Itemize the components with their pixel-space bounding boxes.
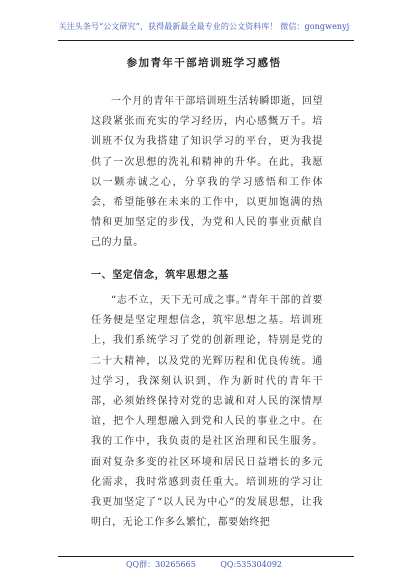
footer-divider — [58, 556, 354, 557]
section-heading: 一、坚定信念，筑牢思想之基 — [91, 270, 229, 281]
paragraph-section-1: “志不立，天下无可成之事。”青年干部的首要任务便是坚定理想信念，筑牢思想之基。培训班上，我们系统学习了党的创新理论，特别是党的二十大精神，以及党的光辉历程和优良传统。通过学习，我深刻认识到，作为新时代的青年干部，必须始终保持对党的忠诚和对人民的深情厚谊，把个人理想融入到党和人民的事业之中。在我的工作中，我负责的是社区治理和民生服务。面对复杂多变的社区环境和居民日益增长的多元化需求，我时常感到责任重大。培训班的学习让我更加坚定了“以人民为中心”的发展思想，让我明白，无论工作多么繁忙，都要始终把 — [91, 295, 323, 529]
header-divider — [58, 40, 354, 41]
paragraph-intro: 一个月的青年干部培训班生活转瞬即逝，回望这段紧张而充实的学习经历，内心感慨万千。培训班不仅为我搭建了知识学习的平台，更为我提供了一次思想的洗礼和精神的升华。在此，我愿以一颗赤诚之心，分享我的学习感悟和工作体会，希望能够在未来的工作中，以更加饱满的热情和更加坚定的步伐，为党和人民的事业贡献自己的力量。 — [91, 96, 323, 249]
header-note: 关注头条号“公文研究”，获得最新最全最专业的公文资料库！ 微信：gongwenyj — [58, 22, 350, 31]
footer-contact — [0, 560, 408, 570]
footer-qq: QQ:535304092 — [220, 560, 282, 569]
footer-qq-group: QQ群：30265665 — [125, 560, 196, 569]
document-title: 参加青年干部培训班学习感悟 — [126, 57, 282, 69]
